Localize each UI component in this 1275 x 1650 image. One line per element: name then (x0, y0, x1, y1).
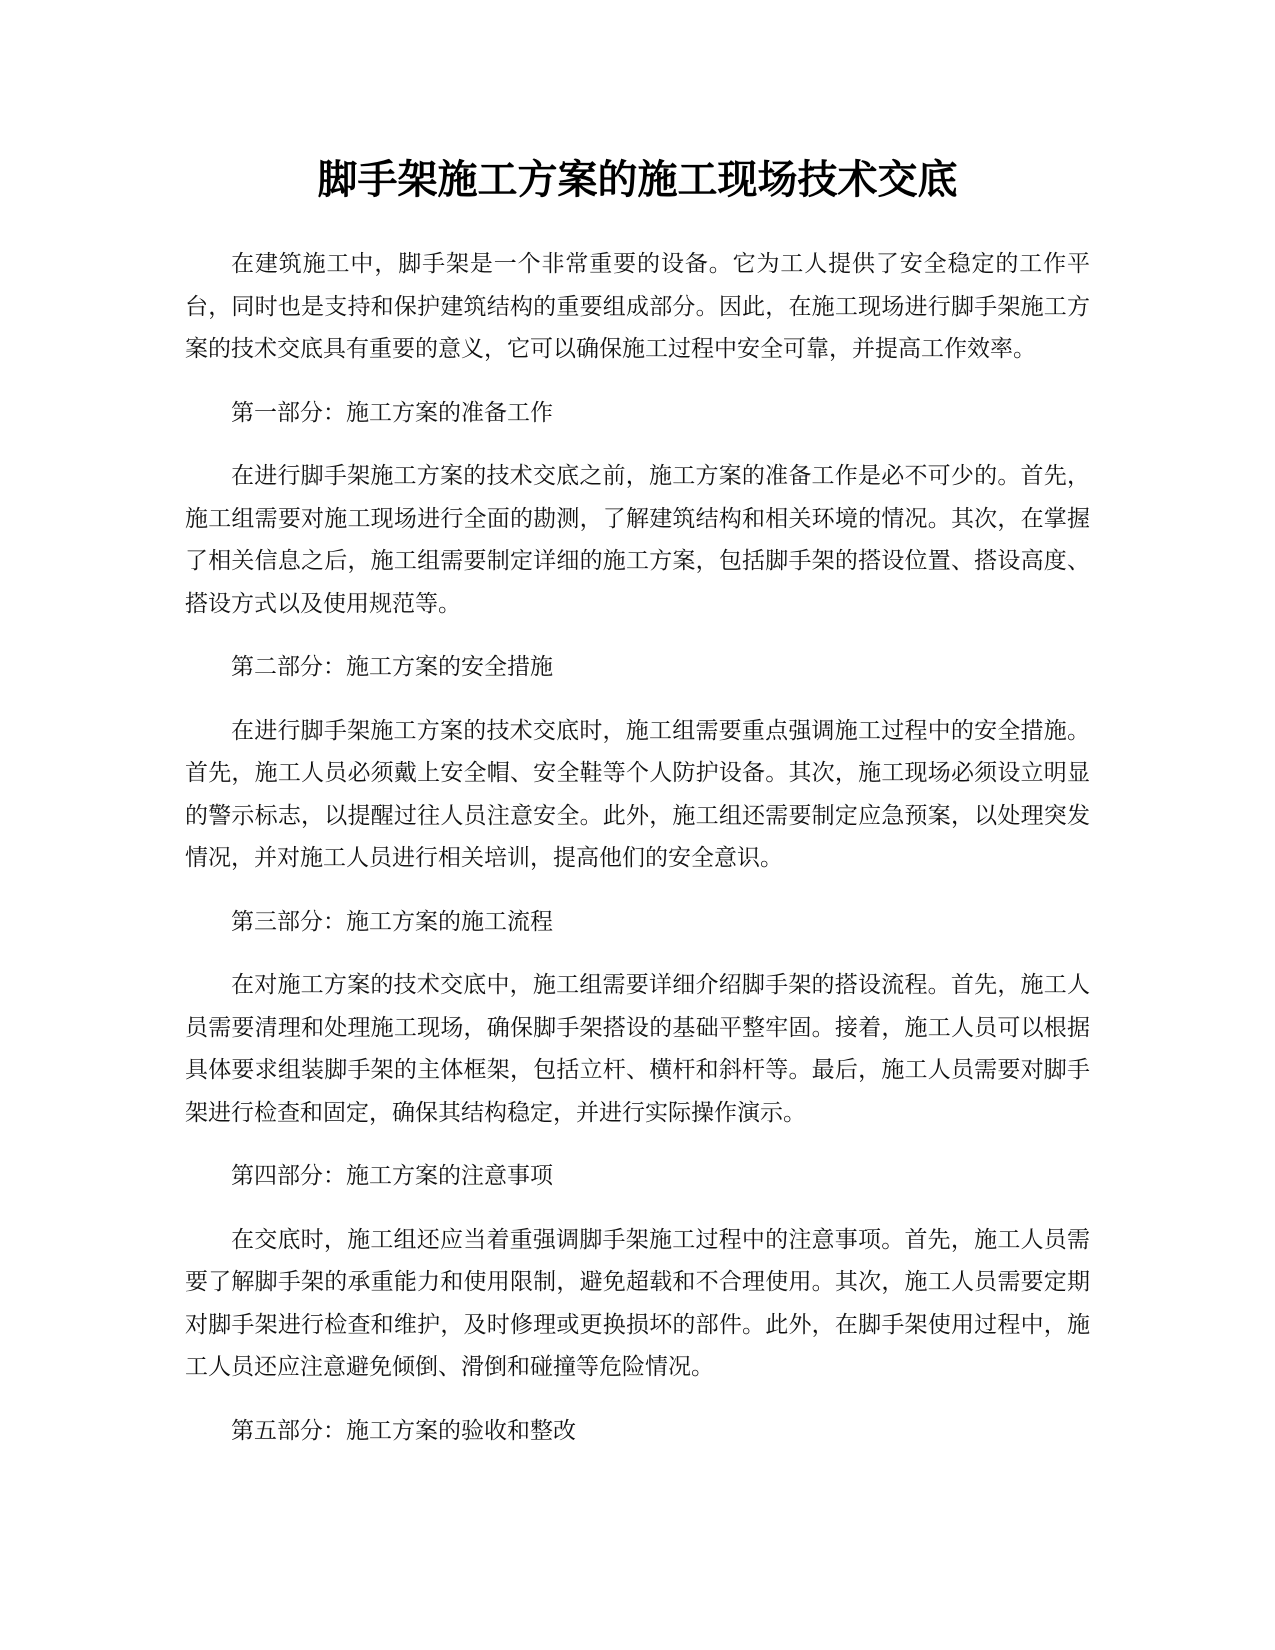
document-title: 脚手架施工方案的施工现场技术交底 (317, 157, 958, 203)
paragraph-section-2: 在进行脚手架施工方案的技术交底时，施工组需要重点强调施工过程中的安全措施。首先，施工人员必须戴上安全帽、安全鞋等个人防护设备。其次，施工现场必须设立明显的警示标志，以提醒过往人员注意安全。此外，施工组还需要制定应急预案，以处理突发情况，并对施工人员进行相关培训，提高他们的安全意识。 (185, 717, 1090, 871)
document-body (185, 243, 1090, 1452)
section-heading-3: 第三部分：施工方案的施工流程 (231, 908, 553, 935)
section-heading-2: 第二部分：施工方案的安全措施 (231, 654, 553, 680)
paragraph-section-1: 在进行脚手架施工方案的技术交底之前，施工方案的准备工作是必不可少的。首先，施工组需要对施工现场进行全面的勘测，了解建筑结构和相关环境的情况。其次，在掌握了相关信息之后，施工组需要制定详细的施工方案，包括脚手架的搭设位置、搭设高度、搭设方式以及使用规范等。 (185, 463, 1090, 617)
section-heading-5: 第五部分：施工方案的验收和整改 (231, 1417, 576, 1444)
paragraph-section-4: 在交底时，施工组还应当着重强调脚手架施工过程中的注意事项。首先，施工人员需要了解脚手架的承重能力和使用限制，避免超载和不合理使用。其次，施工人员需要定期对脚手架进行检查和维护，及时修理或更换损坏的部件。此外，在脚手架使用过程中，施工人员还应注意避免倾倒、滑倒和碰撞等危险情况。 (185, 1226, 1090, 1380)
paragraph-intro: 在建筑施工中，脚手架是一个非常重要的设备。它为工人提供了安全稳定的工作平台，同时也是支持和保护建筑结构的重要组成部分。因此，在施工现场进行脚手架施工方案的技术交底具有重要的意义，它可以确保施工过程中安全可靠，并提高工作效率。 (185, 251, 1090, 362)
section-heading-1: 第一部分：施工方案的准备工作 (231, 399, 553, 426)
section-heading-4: 第四部分：施工方案的注意事项 (231, 1163, 553, 1189)
paragraph-section-3: 在对施工方案的技术交底中，施工组需要详细介绍脚手架的搭设流程。首先，施工人员需要清理和处理施工现场，确保脚手架搭设的基础平整牢固。接着，施工人员可以根据具体要求组装脚手架的主体框架，包括立杆、横杆和斜杆等。最后，施工人员需要对脚手架进行检查和固定，确保其结构稳定，并进行实际操作演示。 (185, 972, 1090, 1126)
